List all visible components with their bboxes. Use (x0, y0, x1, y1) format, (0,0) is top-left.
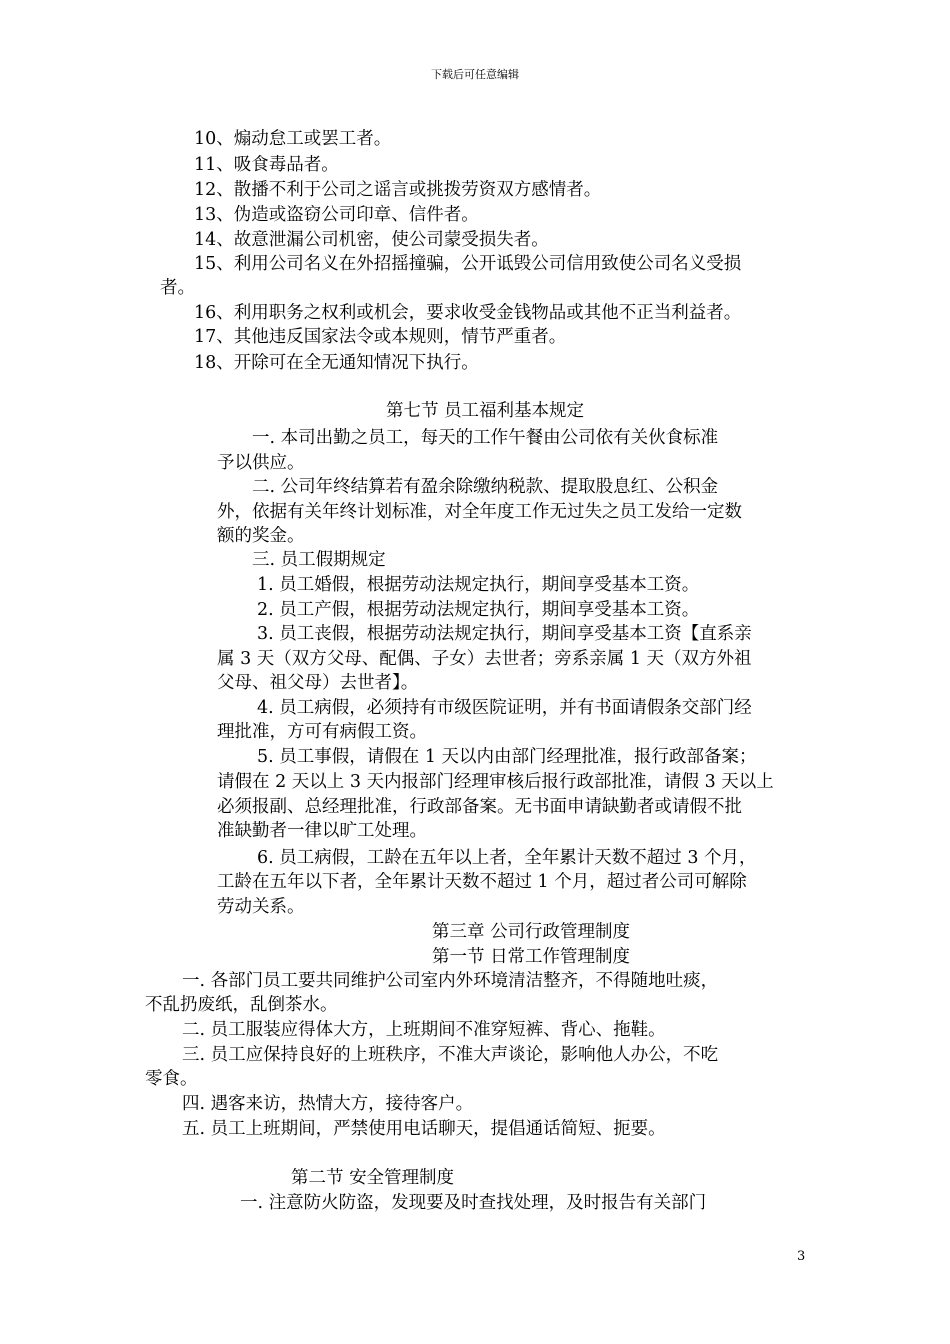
text-line: 5. 员工事假，请假在 1 天以内由部门经理批准，报行政部备案； (257, 747, 757, 767)
text-line: 二. 公司年终结算若有盈余除缴纳税款、提取股息红、公积金 (252, 477, 719, 497)
section-title: 第一节 日常工作管理制度 (432, 947, 631, 967)
text-line: 者。 (160, 278, 195, 298)
text-line: 15、利用公司名义在外招摇撞骗，公开诋毁公司信用致使公司名义受损 (194, 254, 742, 274)
page-number: 3 (797, 1249, 806, 1264)
text-line: 10、煽动怠工或罢工者。 (194, 129, 392, 149)
text-line: 五. 员工上班期间，严禁使用电话聊天，提倡通话简短、扼要。 (182, 1119, 666, 1139)
text-line: 17、其他违反国家法令或本规则，情节严重者。 (194, 327, 567, 347)
text-line: 理批准，方可有病假工资。 (217, 722, 427, 742)
text-line: 一. 本司出勤之员工，每天的工作午餐由公司依有关伙食标准 (252, 428, 719, 448)
text-line: 4. 员工病假，必须持有市级医院证明，并有书面请假条交部门经 (257, 698, 752, 718)
text-line: 13、伪造或盗窃公司印章、信件者。 (194, 205, 479, 225)
text-line: 属 3 天（双方父母、配偶、子女）去世者；旁系亲属 1 天（双方外祖 (217, 649, 752, 669)
text-line: 12、散播不利于公司之谣言或挑拨劳资双方感情者。 (194, 180, 602, 200)
text-line: 三. 员工应保持良好的上班秩序，不准大声谈论，影响他人办公，不吃 (182, 1045, 719, 1065)
text-line: 二. 员工服装应得体大方，上班期间不准穿短裤、背心、拖鞋。 (182, 1020, 666, 1040)
text-line: 外，依据有关年终计划标准，对全年度工作无过失之员工发给一定数 (217, 502, 742, 522)
text-line: 四. 遇客来访，热情大方，接待客户。 (182, 1094, 474, 1114)
chapter-title: 第三章 公司行政管理制度 (432, 922, 631, 942)
text-line: 16、利用职务之权利或机会，要求收受金钱物品或其他不正当利益者。 (194, 303, 742, 323)
text-line: 父母、祖父母）去世者】。 (217, 673, 419, 693)
text-line: 劳动关系。 (217, 897, 305, 917)
text-line: 额的奖金。 (217, 526, 305, 546)
text-line: 三. 员工假期规定 (252, 550, 386, 570)
section-title: 第七节 员工福利基本规定 (386, 401, 585, 421)
text-line: 零食。 (145, 1069, 198, 1089)
page-header: 下载后可任意编辑 (431, 68, 519, 81)
text-line: 请假在 2 天以上 3 天内报部门经理审核后报行政部批准，请假 3 天以上 (217, 772, 774, 792)
text-line: 必须报副、总经理批准，行政部备案。无书面申请缺勤者或请假不批 (217, 797, 742, 817)
text-line: 准缺勤者一律以旷工处理。 (217, 821, 427, 841)
text-line: 工龄在五年以下者，全年累计天数不超过 1 个月，超过者公司可解除 (217, 872, 747, 892)
text-line: 不乱扔废纸，乱倒茶水。 (145, 995, 338, 1015)
text-line: 一. 注意防火防盗，发现要及时查找处理，及时报告有关部门 (240, 1193, 707, 1213)
text-line: 14、故意泄漏公司机密，使公司蒙受损失者。 (194, 230, 549, 250)
text-line: 一. 各部门员工要共同维护公司室内外环境清洁整齐，不得随地吐痰， (182, 971, 719, 991)
text-line: 6. 员工病假，工龄在五年以上者，全年累计天数不超过 3 个月， (257, 848, 757, 868)
text-line: 11、吸食毒品者。 (194, 155, 339, 175)
section-title: 第二节 安全管理制度 (291, 1168, 455, 1188)
text-line: 予以供应。 (217, 453, 305, 473)
text-line: 3. 员工丧假，根据劳动法规定执行，期间享受基本工资【直系亲 (257, 624, 752, 644)
text-line: 18、开除可在全无通知情况下执行。 (194, 353, 479, 373)
text-line: 2. 员工产假，根据劳动法规定执行，期间享受基本工资。 (257, 600, 700, 620)
text-line: 1. 员工婚假，根据劳动法规定执行，期间享受基本工资。 (257, 575, 700, 595)
